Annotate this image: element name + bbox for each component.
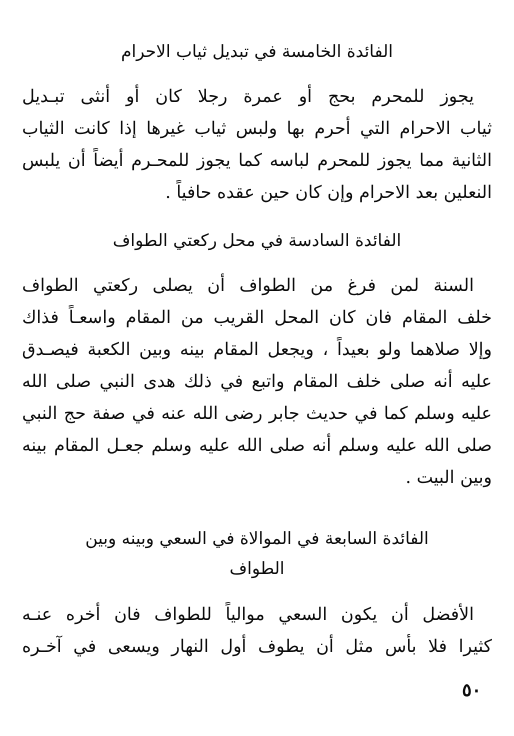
paragraph-line: صلى الله عليه وسلم أنه صلى الله عليه وسلم جعـل المقام بينه: [22, 436, 492, 456]
section-heading-5: الفائدة الخامسة في تبديل ثياب الاحرام: [121, 42, 393, 62]
section-heading-6: الفائدة السادسة في محل ركعتي الطواف: [112, 231, 402, 251]
paragraph-line: السنة لمن فرغ من الطواف أن يصلى ركعتي الطواف: [22, 276, 474, 296]
paragraph-line: عليه أنه صلى خلف المقام واتبع في ذلك هدى النبي صلى الله: [22, 372, 492, 392]
paragraph-line: الثانية مما يجوز للمحرم لباسه كما يجوز للمحـرم أيضاً أن يلبس: [22, 151, 492, 171]
paragraph-line: وإلا صلاهما ولو بعيداً ، ويجعل المقام بينه وبين الكعبة فيصـدق: [22, 340, 492, 360]
paragraph-line: الأفضل أن يكون السعي موالياً للطواف فان أخره عنـه: [22, 605, 474, 625]
paragraph-line: عليه وسلم كما في حديث جابر رضى الله عنه في صفة حج النبي: [22, 404, 492, 424]
section-heading-7-continued: الطواف: [229, 559, 285, 579]
paragraph-line: يجوز للمحرم بحج أو عمرة رجلا كان أو أنثى تبـديل: [22, 87, 474, 107]
paragraph-line: ثياب الاحرام التي أحرم بها ولبس ثياب غيرها إذا كانت الثياب: [22, 119, 492, 139]
paragraph-line: خلف المقام فان كان المحل القريب من المقام واسعـاً فذاك: [22, 308, 492, 328]
section-heading-7: الفائدة السابعة في الموالاة في السعي وبينه وبين: [85, 529, 429, 549]
paragraph-line: كثيرا فلا بأس مثل أن يطوف أول النهار ويسعى في آخـره: [22, 637, 492, 657]
paragraph-line: وبين البيت .: [405, 468, 492, 488]
paragraph-line: النعلين بعد الاحرام وإن كان حين عقده حافياً .: [165, 183, 492, 203]
page-number: ٥٠: [462, 680, 482, 701]
